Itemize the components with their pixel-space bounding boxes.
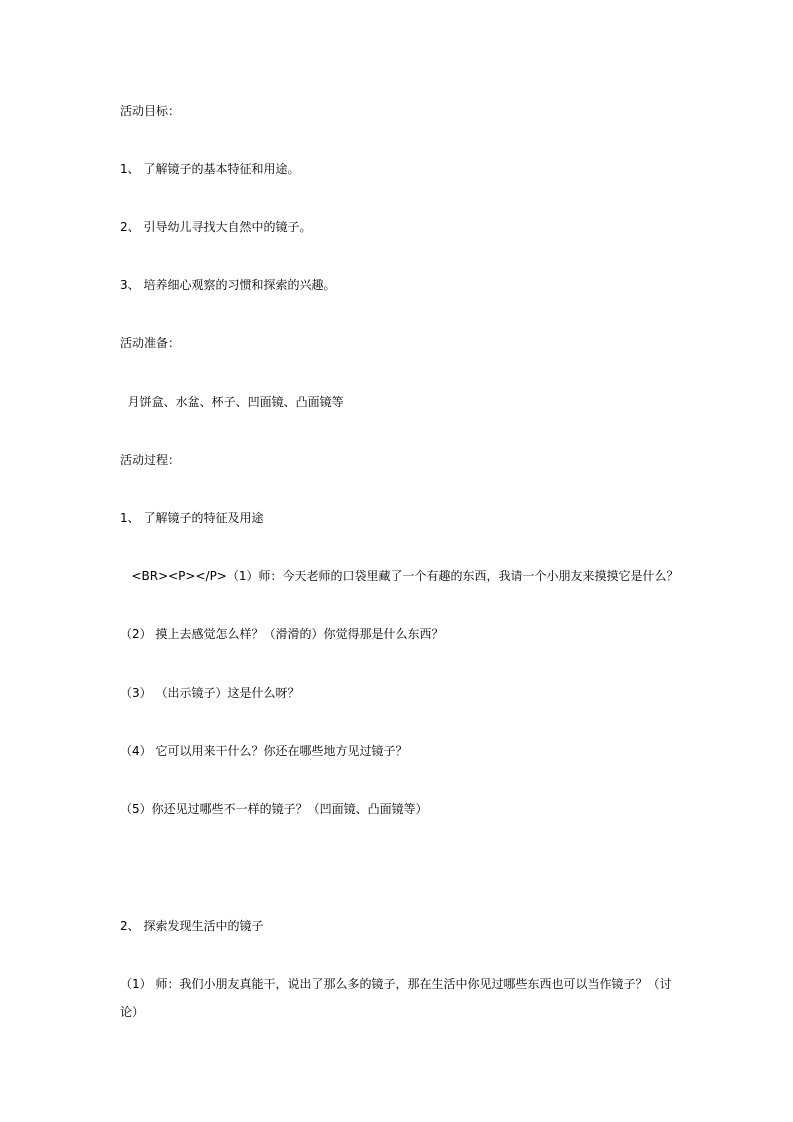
goal-item-1: 1、 了解镜子的基本特征和用途。 bbox=[120, 162, 300, 176]
preparation-materials: 月饼盒、水盆、杯子、凹面镜、凸面镜等 bbox=[120, 395, 344, 409]
goal-item-3: 3、 培养细心观察的习惯和探索的兴趣。 bbox=[120, 278, 336, 292]
heading-activity-process: 活动过程： bbox=[120, 453, 181, 467]
process-step-1-title: 1、 了解镜子的特征及用途 bbox=[120, 511, 264, 525]
step-2-question-1: （1） 师：我们小朋友真能干，说出了那么多的镜子，那在生活中你见过哪些东西也可以当作镜子？（讨论） bbox=[120, 977, 672, 1019]
step-1-question-2: （2） 摸上去感觉怎么样？（滑滑的）你觉得那是什么东西？ bbox=[120, 627, 444, 641]
heading-activity-preparation: 活动准备： bbox=[120, 336, 181, 350]
goal-item-2: 2、 引导幼儿寻找大自然中的镜子。 bbox=[120, 220, 312, 234]
step-1-question-1: <BR><P></P>（1）师：今天老师的口袋里藏了一个有趣的东西，我请一个小朋友来摸摸它是什么？ bbox=[120, 569, 679, 583]
step-1-question-3: （3） （出示镜子）这是什么呀？ bbox=[120, 686, 300, 700]
step-1-question-5: （5）你还见过哪些不一样的镜子？（凹面镜、凸面镜等） bbox=[120, 802, 428, 816]
process-step-2-title: 2、 探索发现生活中的镜子 bbox=[120, 919, 264, 933]
heading-activity-goals: 活动目标： bbox=[120, 104, 181, 118]
step-1-question-4: （4） 它可以用来干什么？你还在哪些地方见过镜子？ bbox=[120, 744, 408, 758]
